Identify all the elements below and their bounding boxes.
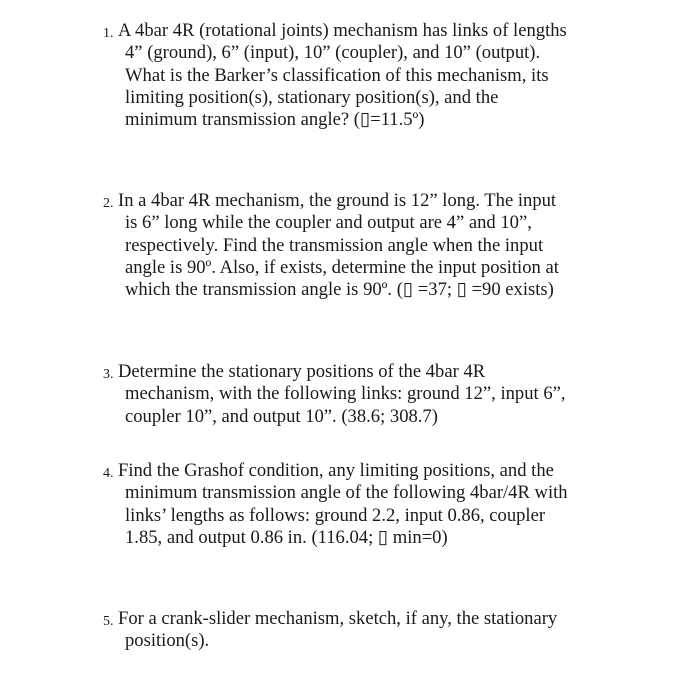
question-text-line: limiting position(s), stationary position(s), and the bbox=[125, 86, 499, 108]
question-text-line: links’ lengths as follows: ground 2.2, input 0.86, coupler bbox=[125, 504, 546, 526]
question-text-line: minimum transmission angle? (▯=11.5º) bbox=[125, 109, 425, 131]
question-text-line: which the transmission angle is 90º. (▯ =37; ▯ =90 exists) bbox=[125, 279, 554, 301]
question-text-line: Determine the stationary positions of the 4bar 4R bbox=[118, 361, 486, 382]
question-text-line: angle is 90º. Also, if exists, determine the input position at bbox=[125, 256, 559, 278]
question-text-line: respectively. Find the transmission angle when the input bbox=[125, 234, 544, 256]
question-number: 1. bbox=[103, 26, 114, 41]
question-text-line: For a crank-slider mechanism, sketch, if any, the stationary bbox=[118, 608, 558, 629]
question-2 bbox=[103, 190, 633, 301]
question-number: 5. bbox=[103, 614, 114, 629]
question-number: 4. bbox=[103, 466, 114, 481]
question-text-line: 1.85, and output 0.86 in. (116.04; ▯ min=0) bbox=[125, 526, 448, 548]
question-1 bbox=[103, 20, 633, 131]
question-text-line: mechanism, with the following links: ground 12”, input 6”, bbox=[125, 383, 566, 405]
question-3 bbox=[103, 361, 633, 428]
question-number: 3. bbox=[103, 367, 114, 382]
question-text-line: is 6” long while the coupler and output are 4” and 10”, bbox=[125, 212, 532, 234]
question-text-line: minimum transmission angle of the following 4bar/4R with bbox=[125, 482, 568, 504]
question-text-line: position(s). bbox=[125, 630, 210, 652]
question-text-line: coupler 10”, and output 10”. (38.6; 308.7) bbox=[125, 405, 438, 427]
question-text-line: In a 4bar 4R mechanism, the ground is 12” long. The input bbox=[118, 190, 557, 211]
question-text-line: 4” (ground), 6” (input), 10” (coupler), and 10” (output). bbox=[125, 42, 541, 64]
question-text-line: What is the Barker’s classification of this mechanism, its bbox=[125, 64, 549, 86]
question-4 bbox=[103, 460, 633, 549]
question-text-line: A 4bar 4R (rotational joints) mechanism has links of lengths bbox=[118, 20, 567, 41]
question-number: 2. bbox=[103, 196, 114, 211]
question-5 bbox=[103, 608, 633, 653]
question-text-line: Find the Grashof condition, any limiting positions, and the bbox=[118, 460, 554, 481]
